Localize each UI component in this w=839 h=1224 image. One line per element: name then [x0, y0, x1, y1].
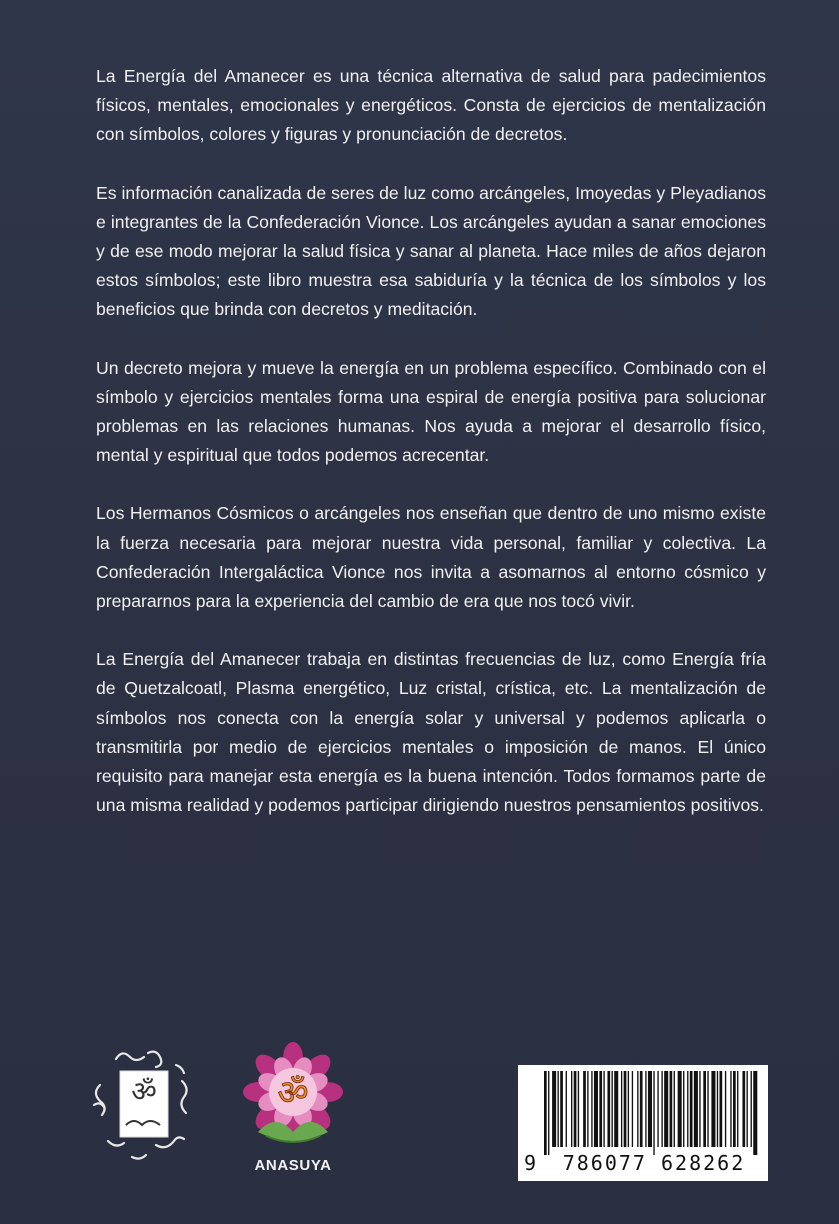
barcode-bar — [694, 1071, 698, 1147]
barcode-bar — [753, 1071, 757, 1155]
om-lotus-icon — [238, 1040, 348, 1182]
svg-text:ॐ: ॐ — [277, 1073, 309, 1113]
barcode-bar — [552, 1071, 556, 1147]
paragraph-4: Los Hermanos Cósmicos o arcángeles nos enseñan que dentro de uno mismo existe la fuerza necesaria para mejorar nuestra vida personal, familiar y colectiva. La Confederación Intergaláctica Vionce nos invita a asomarnos al entorno cósmico y prepararnos para la experiencia del cambio de era que nos tocó vivir. — [96, 503, 766, 612]
barcode-bar — [664, 1071, 668, 1147]
barcode-bar — [587, 1071, 588, 1147]
barcode-bar — [632, 1071, 633, 1147]
barcode-bar — [637, 1071, 638, 1147]
barcode-bar — [747, 1071, 748, 1147]
barcode-bar — [614, 1071, 618, 1147]
barcode-bar — [621, 1071, 622, 1147]
barcode-bar — [594, 1071, 598, 1147]
isbn-barcode — [518, 1065, 768, 1181]
publisher-name: ANASUYA — [254, 1157, 332, 1174]
barcode-bar — [725, 1071, 726, 1147]
barcode-bar — [661, 1071, 662, 1147]
barcode-bar — [683, 1071, 684, 1147]
barcode-bar — [599, 1071, 602, 1147]
svg-text:ॐ: ॐ — [131, 1075, 157, 1108]
barcode-bar — [574, 1071, 577, 1147]
barcode-bar — [591, 1071, 592, 1147]
barcode-bar — [653, 1071, 654, 1155]
barcode-bar — [607, 1071, 610, 1147]
barcode-bar — [544, 1071, 547, 1155]
paragraph-5: La Energía del Amanecer trabaja en distintas frecuencias de luz, como Energía fría de Quetzalcoatl, Plasma energético, Luz cristal, crística, etc. La mentalización de símbolos nos conecta con la energía solar y universal y podemos aplicarla o transmitirla por medio de ejercicios mentales o imposición de manos. El único requisito para manejar esta energía es la buena intención. Todos formamos parte de una misma realidad y podemos participar dirigiendo nuestros pensamientos positivos. — [96, 649, 766, 816]
barcode-bar — [699, 1071, 700, 1147]
barcode-bar — [657, 1071, 658, 1147]
barcode-bar — [707, 1071, 708, 1147]
barcode-bar — [628, 1071, 629, 1147]
barcode-bar — [678, 1071, 682, 1147]
paragraph-3: Un decreto mejora y mueve la energía en un problema específico. Combinado con el símbolo y ejercicios mentales forma una espiral de energía positiva para solucionar problemas en las relaciones humanas. Nos ayuda a mejorar el desarrollo físico, mental y espiritual que todos podemos acrecentar. — [96, 357, 766, 466]
barcode-bar — [566, 1071, 567, 1147]
barcode-bar — [578, 1071, 579, 1147]
barcode-bar — [548, 1071, 549, 1155]
barcode-bar — [648, 1071, 652, 1147]
barcode-bar — [742, 1071, 745, 1147]
barcode-bar — [717, 1071, 718, 1147]
barcode-bar — [640, 1071, 643, 1147]
barcode-bar — [560, 1071, 563, 1147]
barcode-bar — [571, 1071, 572, 1147]
barcode-bar — [670, 1071, 673, 1147]
paragraph-2: Es información canalizada de seres de luz como arcángeles, Imoyedas y Pleyadianos e integrantes de la Confederación Vionce. Los arcángeles ayudan a sanar emociones y de ese modo mejorar la salud física y sanar al planeta. Hace miles de años dejaron estos símbolos; este libro muestra esa sabiduría y la técnica de los símbolos y los beneficios que brinda con decretos y meditación. — [96, 182, 766, 320]
isbn-digits: 786077 628262 — [562, 1151, 746, 1175]
om-yuga-seal-icon — [86, 1045, 196, 1165]
barcode-bar — [674, 1071, 675, 1147]
barcode-bar — [624, 1071, 627, 1147]
barcode-bar — [558, 1071, 559, 1147]
barcode-bar — [583, 1071, 586, 1147]
synopsis-text — [96, 62, 766, 820]
barcode-bar — [645, 1071, 646, 1147]
isbn-first-digit: 9 — [524, 1151, 537, 1175]
barcode-bar — [733, 1071, 736, 1147]
barcode-bar — [737, 1071, 738, 1147]
barcode-bar — [690, 1071, 693, 1147]
barcode-bar — [730, 1071, 731, 1147]
barcode-bar — [612, 1071, 613, 1147]
paragraph-1: La Energía del Amanecer es una técnica alternativa de salud para padecimientos físicos, mentales, emocionales y energéticos. Consta de ejercicios de mentalización con símbolos, colores y figuras y pronunciación de decretos. — [96, 66, 766, 145]
barcode-bar — [603, 1071, 604, 1147]
barcode-bar — [751, 1071, 752, 1147]
barcode-bar — [720, 1071, 723, 1147]
barcode-bar — [711, 1071, 715, 1147]
barcode-bar — [703, 1071, 706, 1147]
barcode-bar — [687, 1071, 688, 1147]
